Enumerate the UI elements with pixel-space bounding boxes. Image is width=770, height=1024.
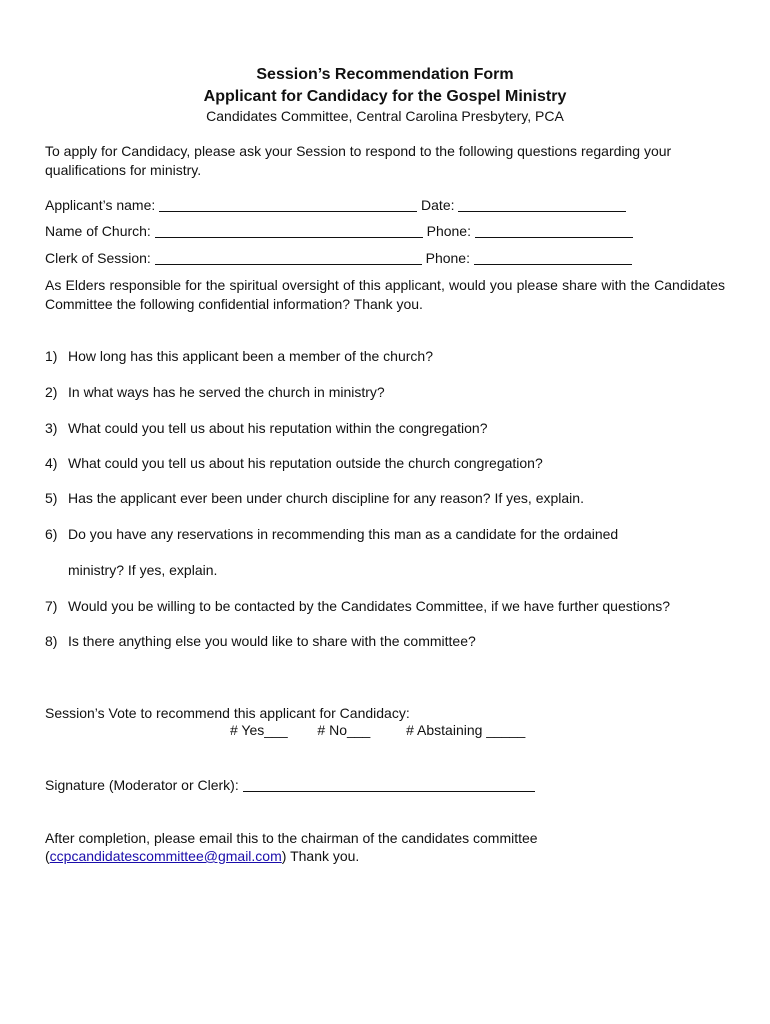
church-row xyxy=(45,223,633,239)
church-name-field[interactable] xyxy=(155,223,423,238)
vote-row xyxy=(230,722,525,738)
completion-text: After completion, please email this to the chairman of the candidates committee xyxy=(45,830,538,846)
question-number: 6) xyxy=(45,526,58,542)
vote-no[interactable]: # No___ xyxy=(317,722,371,738)
clerk-phone-field[interactable] xyxy=(474,250,632,265)
clerk-row xyxy=(45,250,632,266)
question-item xyxy=(45,384,385,400)
question-number: 2) xyxy=(45,384,58,400)
vote-label: Session’s Vote to recommend this applicant for Candidacy: xyxy=(45,705,410,721)
question-number: 7) xyxy=(45,598,58,614)
question-text: What could you tell us about his reputation outside the church congregation? xyxy=(68,455,543,471)
question-item xyxy=(45,598,670,614)
church-phone-field[interactable] xyxy=(475,223,633,238)
applicant-row xyxy=(45,197,626,213)
question-number: 1) xyxy=(45,348,58,364)
question-text: How long has this applicant been a member of the church? xyxy=(68,348,433,364)
question-number: 5) xyxy=(45,490,58,506)
applicant-label: Applicant’s name: xyxy=(45,197,156,213)
question-item xyxy=(45,420,488,436)
open-paren: ( xyxy=(45,848,50,864)
elders-note: As Elders responsible for the spiritual oversight of this applicant, would you please share with the Candidates Committee the following confidential information? Thank you. xyxy=(45,277,725,312)
question-number: 8) xyxy=(45,633,58,649)
form-subtitle: Applicant for Candidacy for the Gospel Ministry xyxy=(203,88,567,105)
question-text: Do you have any reservations in recommending this man as a candidate for the ordained xyxy=(68,526,619,542)
thank-you-text: ) Thank you. xyxy=(281,848,360,864)
form-title: Session’s Recommendation Form xyxy=(256,66,514,83)
vote-yes[interactable]: # Yes___ xyxy=(230,722,288,738)
vote-abstaining[interactable]: # Abstaining _____ xyxy=(406,722,526,738)
question-continuation xyxy=(45,562,217,578)
question-text-continued: ministry? If yes, explain. xyxy=(68,562,218,578)
question-text: Has the applicant ever been under church discipline for any reason? If yes, explain. xyxy=(68,490,584,506)
committee-line: Candidates Committee, Central Carolina Presbytery, PCA xyxy=(206,108,564,124)
question-number: 4) xyxy=(45,455,58,471)
church-phone-label: Phone: xyxy=(426,223,471,239)
clerk-name-field[interactable] xyxy=(155,250,422,265)
church-label: Name of Church: xyxy=(45,223,151,239)
question-text: What could you tell us about his reputation within the congregation? xyxy=(68,420,488,436)
signature-field[interactable] xyxy=(243,777,535,792)
question-number: 3) xyxy=(45,420,58,436)
question-text: Would you be willing to be contacted by the Candidates Committee, if we have further questions? xyxy=(68,598,671,614)
signature-row xyxy=(45,777,535,793)
question-item xyxy=(45,526,618,542)
applicant-name-field[interactable] xyxy=(159,197,417,212)
intro-paragraph: To apply for Candidacy, please ask your Session to respond to the following questions regarding your qualifications for ministry. xyxy=(45,143,672,178)
clerk-phone-label: Phone: xyxy=(425,250,470,266)
question-item xyxy=(45,633,476,649)
email-link[interactable]: ccpcandidatescommittee@gmail.com xyxy=(49,848,282,864)
question-item xyxy=(45,348,433,364)
question-item xyxy=(45,490,584,506)
date-field[interactable] xyxy=(458,197,626,212)
signature-label: Signature (Moderator or Clerk): xyxy=(45,777,239,793)
completion-email-row xyxy=(45,848,359,864)
question-text: Is there anything else you would like to share with the committee? xyxy=(68,633,476,649)
question-item xyxy=(45,455,543,471)
clerk-label: Clerk of Session: xyxy=(45,250,151,266)
question-text: In what ways has he served the church in ministry? xyxy=(68,384,385,400)
date-label: Date: xyxy=(421,197,455,213)
